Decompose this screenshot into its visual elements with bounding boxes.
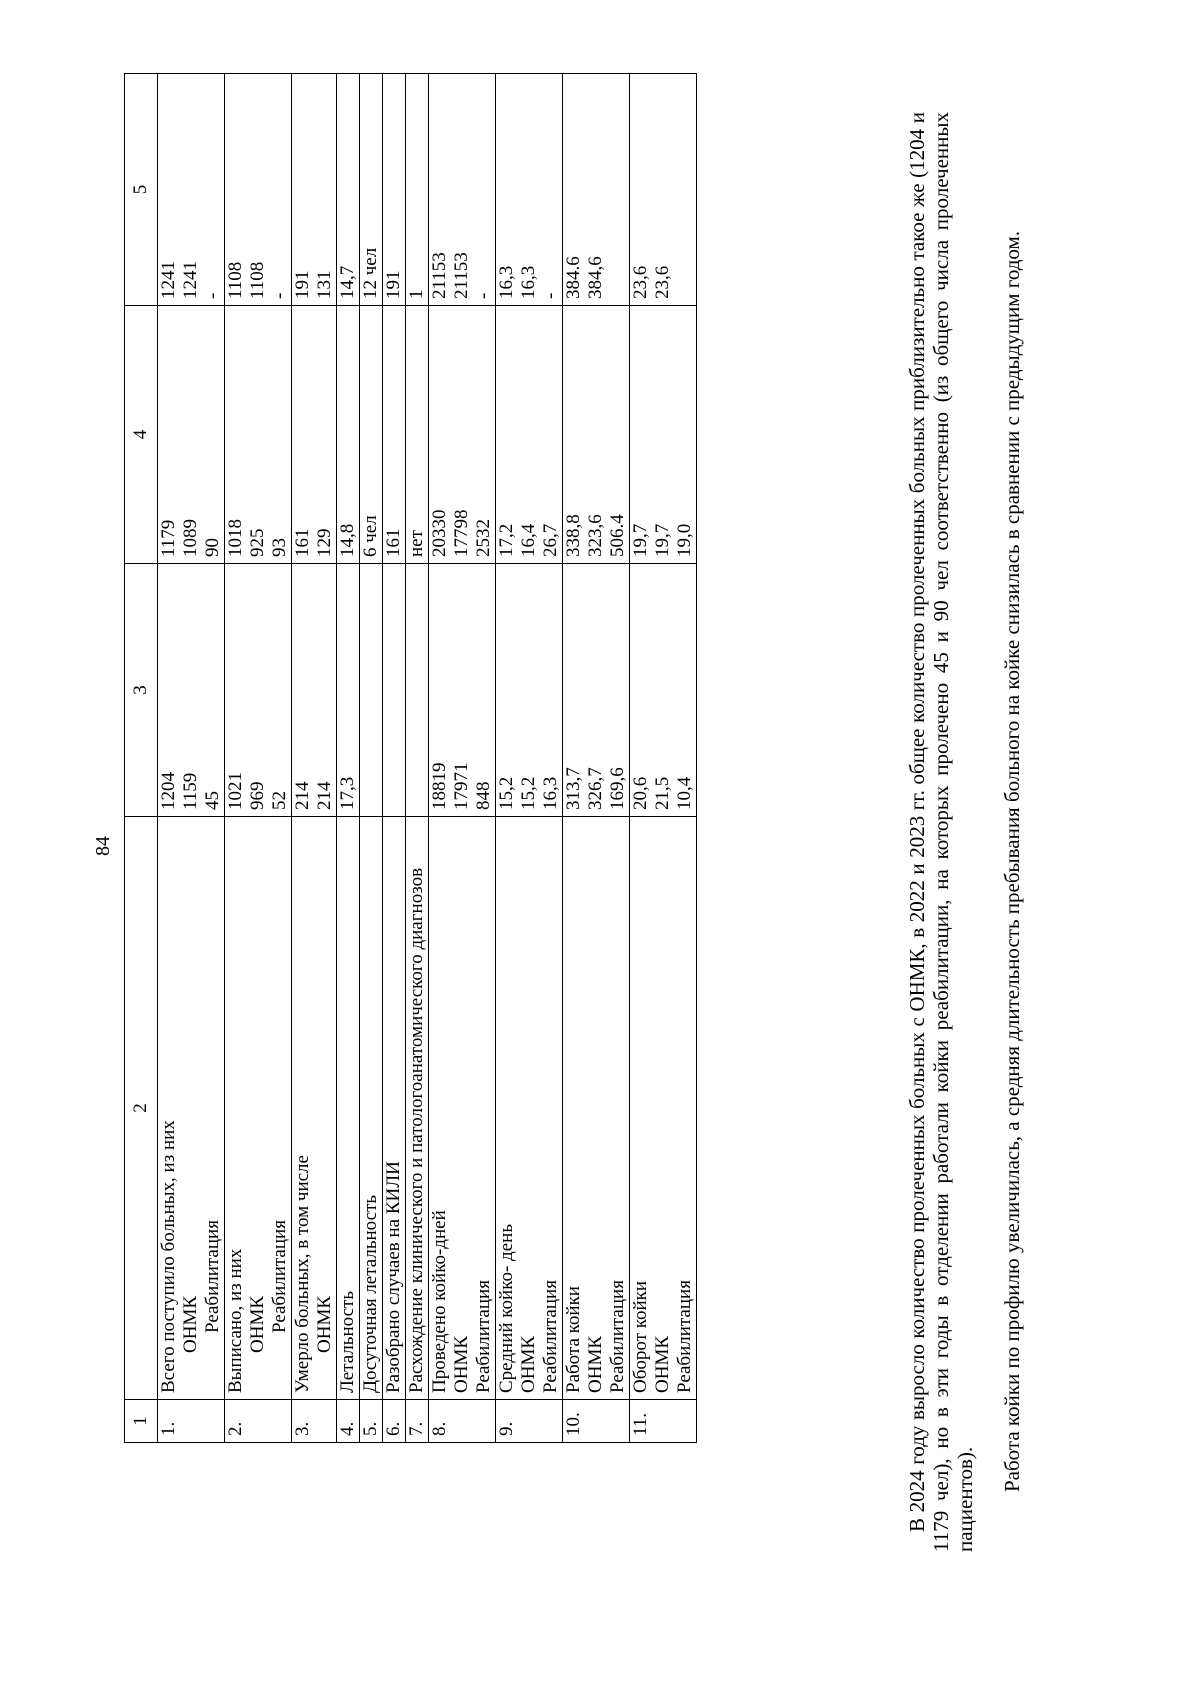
row-label-cell <box>406 817 429 1400</box>
value: 161 <box>383 528 404 557</box>
value: 19,7 <box>630 523 651 557</box>
row-label: Разобрано случаев на КИЛИ <box>383 1161 404 1393</box>
row-label: Реабилитация <box>269 1220 290 1333</box>
row-label: ОНМК <box>652 1335 673 1393</box>
value: 14,7 <box>337 265 358 299</box>
value: 1089 <box>180 519 201 557</box>
value: - <box>540 292 561 299</box>
value: 925 <box>247 528 268 557</box>
value: 326,7 <box>585 767 606 810</box>
row-label: ОНМК <box>518 1335 539 1393</box>
value: 19,0 <box>674 523 695 557</box>
value-cell <box>158 564 225 817</box>
value: 23,6 <box>630 265 651 299</box>
column-header: 4 <box>125 306 158 564</box>
value: 19,7 <box>652 523 673 557</box>
value: 313,7 <box>563 767 584 810</box>
value: 20,6 <box>630 776 651 810</box>
value: 21153 <box>451 252 472 299</box>
value-cell <box>383 74 406 306</box>
value: 161 <box>292 528 313 557</box>
value <box>360 570 382 810</box>
value-cell <box>225 306 292 564</box>
value: 969 <box>247 781 268 810</box>
value: 45 <box>202 791 223 810</box>
row-label: Летальность <box>337 1290 358 1393</box>
value: 17798 <box>451 509 472 557</box>
value <box>674 80 696 299</box>
value: 21,5 <box>652 776 673 810</box>
value: 12 чел <box>360 247 381 299</box>
row-label: Выписано, из них <box>225 1248 246 1393</box>
value-cell <box>337 306 360 564</box>
value-cell <box>563 306 630 564</box>
value: 20330 <box>429 509 450 557</box>
paragraph: В 2024 году выросло количество пролеченных больных с ОНМК, в 2022 и 2023 гг. общее количество пролеченных больных приблизительно такое же (1204 и 1179 чел), но в эти годы в отделении работали койки реабилитации, на которых пролечено 45 и 90 чел соответственно (из общего числа пролеченных пациентов). <box>905 112 977 1552</box>
value-cell <box>429 306 496 564</box>
row-label: ОНМК <box>247 1295 268 1353</box>
value-cell <box>406 564 429 817</box>
value-cell <box>383 306 406 564</box>
value-cell <box>337 564 360 817</box>
value: 384,6 <box>585 256 606 299</box>
value: 16,3 <box>496 265 517 299</box>
value-cell <box>225 564 292 817</box>
table-row <box>406 74 429 1443</box>
value: 323,6 <box>585 514 606 557</box>
value: - <box>269 292 290 299</box>
value-cell <box>158 74 225 306</box>
row-label: Оборот койки <box>630 1280 651 1393</box>
value-cell <box>630 74 697 306</box>
value: - <box>473 292 494 299</box>
value: 17,2 <box>496 523 517 557</box>
value: 21153 <box>429 252 450 299</box>
value-cell <box>383 564 406 817</box>
row-label-cell <box>158 817 225 1400</box>
row-label: ОНМК <box>314 1295 335 1353</box>
value: 10,4 <box>674 776 695 810</box>
column-header: 5 <box>125 74 158 306</box>
value: - <box>202 292 223 299</box>
table-row <box>337 74 360 1443</box>
column-header: 2 <box>125 817 158 1400</box>
value-cell <box>360 306 383 564</box>
value: 1 <box>406 289 427 299</box>
value-cell <box>158 306 225 564</box>
value-cell <box>496 74 563 306</box>
row-label-cell <box>225 817 292 1400</box>
value-cell <box>406 306 429 564</box>
value <box>607 80 629 299</box>
value: 1108 <box>247 261 268 299</box>
value: 16,3 <box>540 776 561 810</box>
table-row <box>496 74 563 1443</box>
table-row <box>429 74 496 1443</box>
value: 14,8 <box>337 523 358 557</box>
value <box>383 570 405 810</box>
value-cell <box>337 74 360 306</box>
value: 384.6 <box>563 256 584 299</box>
value-cell <box>563 74 630 306</box>
value-cell <box>429 564 496 817</box>
row-label: ОНМК <box>585 1335 606 1393</box>
value: 131 <box>314 270 335 299</box>
value: 23,6 <box>652 265 673 299</box>
value: 1159 <box>180 772 201 810</box>
row-label: Реабилитация <box>607 1280 628 1393</box>
value-cell <box>630 306 697 564</box>
row-number: 2. <box>225 1400 292 1443</box>
paragraph: Работа койки по профилю увеличилась, а средняя длительность пребывания больного на койке снизилась в сравнении с предыдущим годом. <box>1000 230 1024 1492</box>
value: 16,3 <box>518 265 539 299</box>
value: 6 чел <box>360 515 381 557</box>
value: 15,2 <box>496 776 517 810</box>
statistics-table <box>124 73 697 1443</box>
value-cell <box>496 564 563 817</box>
value: 1018 <box>225 519 246 557</box>
row-label-cell <box>496 817 563 1400</box>
value: 1021 <box>225 772 246 810</box>
row-label-cell <box>630 817 697 1400</box>
value: 17,3 <box>337 776 358 810</box>
row-number: 8. <box>429 1400 496 1443</box>
value-cell <box>630 564 697 817</box>
column-header: 3 <box>125 564 158 817</box>
value: 1241 <box>158 261 179 299</box>
value-cell <box>292 74 337 306</box>
value-cell <box>225 74 292 306</box>
row-label: Всего поступило больных, из них <box>158 1120 179 1393</box>
row-number: 3. <box>292 1400 337 1443</box>
row-number: 10. <box>563 1400 630 1443</box>
row-label-cell <box>360 817 383 1400</box>
row-label-cell <box>337 817 360 1400</box>
row-label-cell <box>292 817 337 1400</box>
value-cell <box>429 74 496 306</box>
row-number: 11. <box>630 1400 697 1443</box>
page-number: 84 <box>92 836 114 856</box>
row-number: 7. <box>406 1400 429 1443</box>
value-cell <box>406 74 429 306</box>
value: 18819 <box>429 762 450 810</box>
row-label: Проведено койко-дней <box>429 1210 450 1393</box>
column-header: 1 <box>125 1400 158 1443</box>
row-label: Реабилитация <box>202 1220 223 1333</box>
value: 848 <box>473 781 494 810</box>
row-label: Реабилитация <box>473 1280 494 1393</box>
value-cell <box>360 564 383 817</box>
value-cell <box>563 564 630 817</box>
value: 214 <box>292 781 313 810</box>
value: 129 <box>314 528 335 557</box>
value: 191 <box>383 270 404 299</box>
table-row <box>292 74 337 1443</box>
value-cell <box>292 306 337 564</box>
value <box>406 570 428 810</box>
row-number: 4. <box>337 1400 360 1443</box>
table-row <box>225 74 292 1443</box>
value-cell <box>496 306 563 564</box>
row-label: ОНМК <box>451 1335 472 1393</box>
row-number: 9. <box>496 1400 563 1443</box>
value: 169,6 <box>607 767 628 810</box>
row-label-cell <box>563 817 630 1400</box>
table-row <box>158 74 225 1443</box>
value: 338,8 <box>563 514 584 557</box>
value: 1108 <box>225 261 246 299</box>
value: 26,7 <box>540 523 561 557</box>
row-number: 1. <box>158 1400 225 1443</box>
row-number: 5. <box>360 1400 383 1443</box>
row-number: 6. <box>383 1400 406 1443</box>
row-label: ОНМК <box>180 1295 201 1353</box>
table-row <box>360 74 383 1443</box>
value: 17971 <box>451 762 472 810</box>
row-label: Работа койки <box>563 1286 584 1393</box>
row-label: Реабилитация <box>540 1280 561 1393</box>
row-label: Реабилитация <box>674 1280 695 1393</box>
value: 16,4 <box>518 523 539 557</box>
row-label: Умерло больных, в том числе <box>292 1155 313 1393</box>
value: 15,2 <box>518 776 539 810</box>
value: 2532 <box>473 519 494 557</box>
row-label: Средний койко- день <box>496 1224 517 1393</box>
value: 1179 <box>158 519 179 557</box>
row-label-cell <box>429 817 496 1400</box>
table-row <box>630 74 697 1443</box>
value-cell <box>360 74 383 306</box>
value: нет <box>406 530 427 557</box>
table-header-row <box>125 74 158 1443</box>
row-label-cell <box>383 817 406 1400</box>
value: 191 <box>292 270 313 299</box>
value: 90 <box>202 538 223 557</box>
value: 52 <box>269 791 290 810</box>
value: 214 <box>314 781 335 810</box>
value: 1241 <box>180 261 201 299</box>
row-label: Расхождение клинического и патологоанатомического диагнозов <box>406 867 427 1393</box>
value-cell <box>292 564 337 817</box>
value: 1204 <box>158 772 179 810</box>
table-row <box>563 74 630 1443</box>
row-label: Досуточная летальность <box>360 1194 381 1393</box>
value: 506.4 <box>607 514 628 557</box>
table-row <box>383 74 406 1443</box>
value: 93 <box>269 538 290 557</box>
